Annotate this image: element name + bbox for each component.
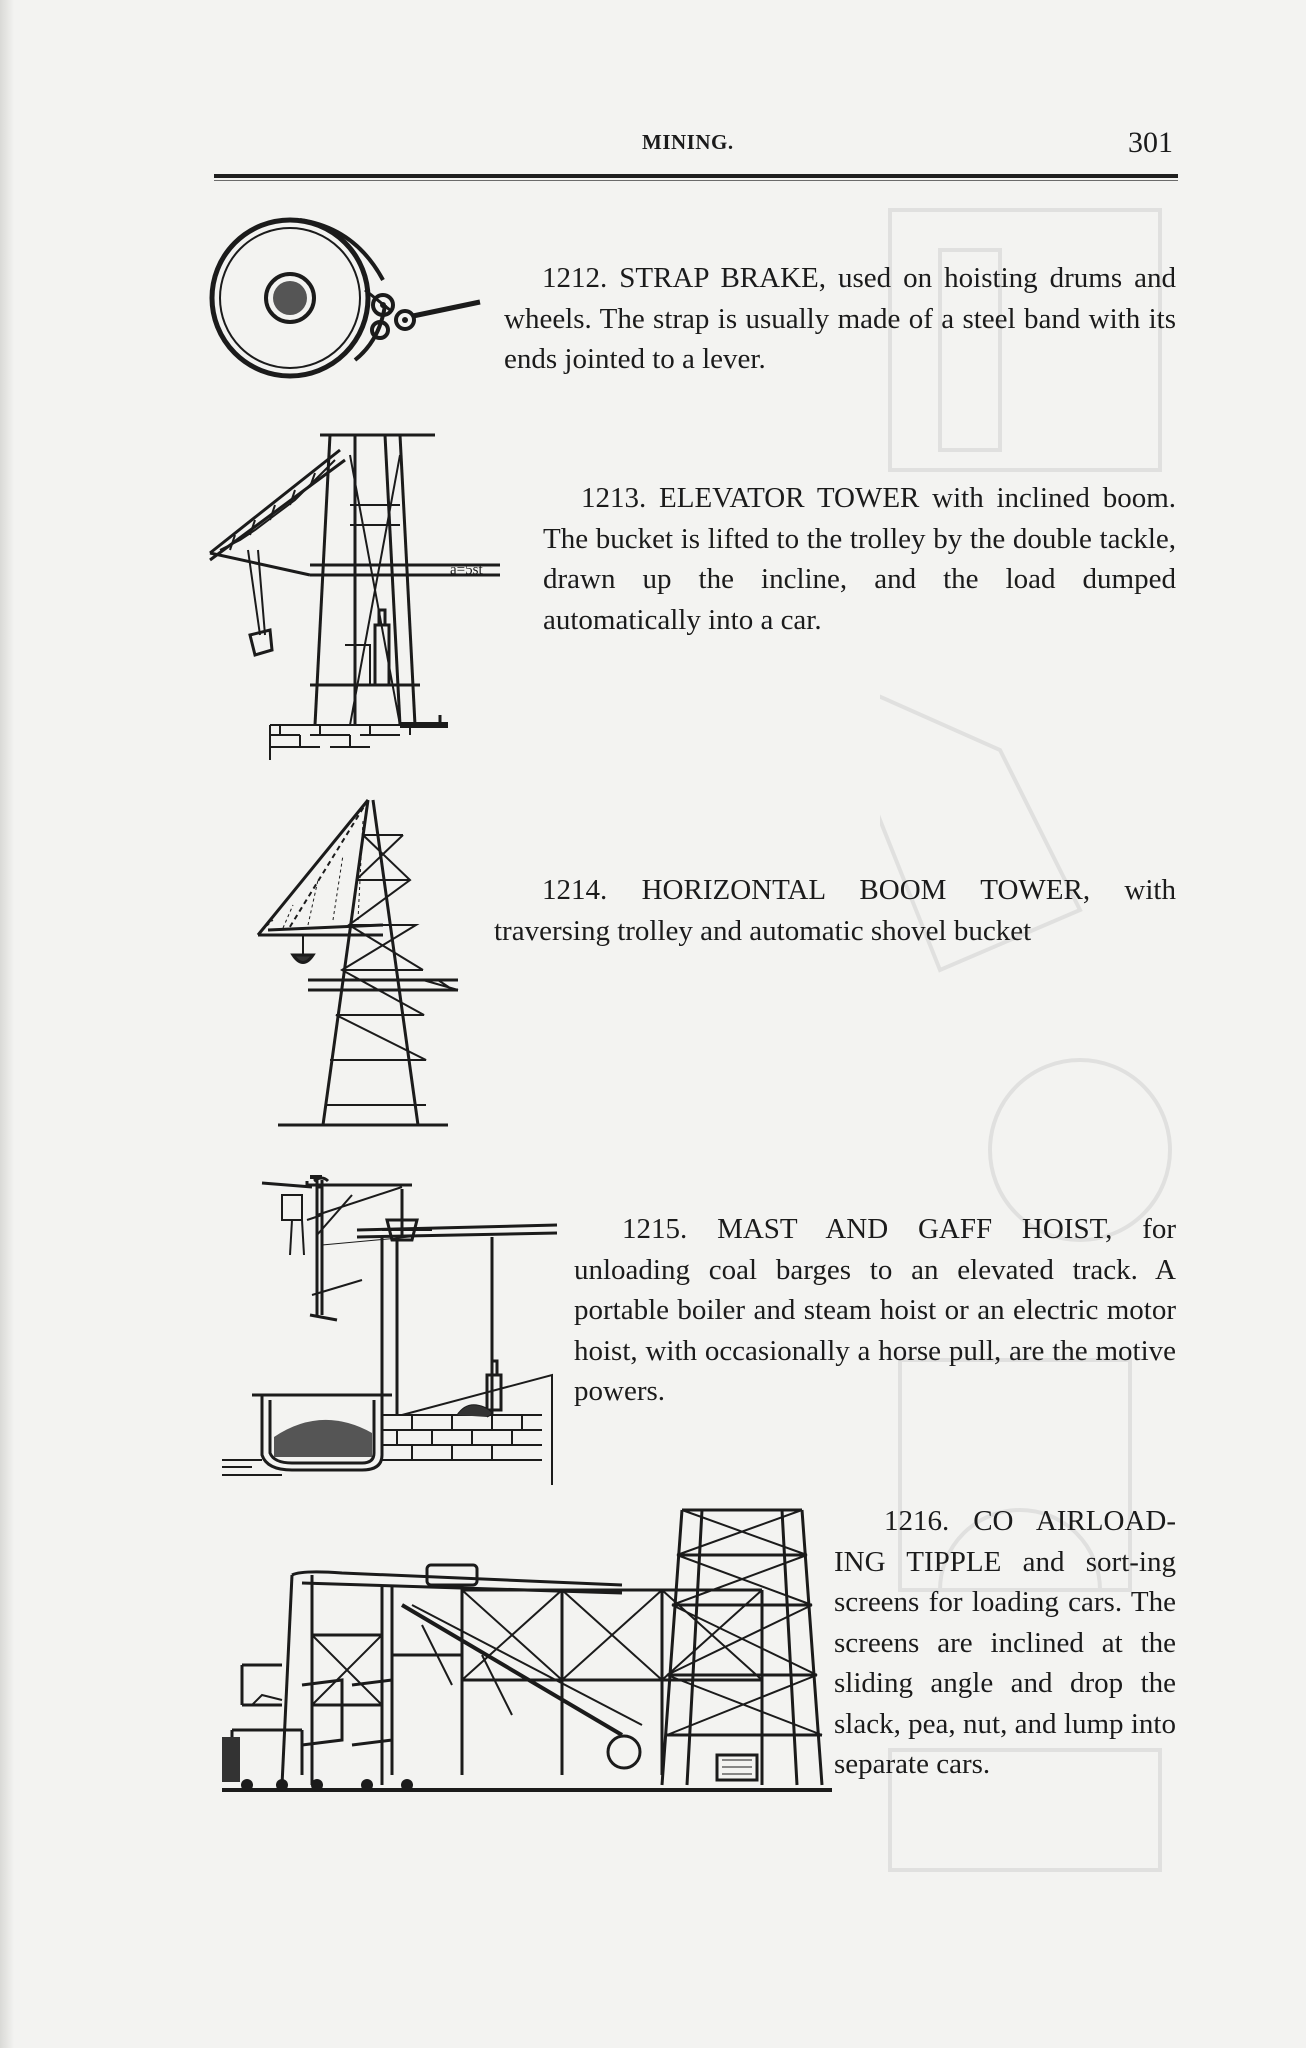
entry-text: CO AIRLOAD-ING TIPPLE and sort-ing screens for loading cars. The screens are inclined at the sliding angle and drop the slack, pea, nut, and lump into separate cars.: [834, 1505, 1176, 1780]
entry-number: 1212.: [542, 262, 608, 294]
horizontal-boom-tower-illustration: [248, 795, 473, 1135]
header-rule-thin: [214, 180, 1178, 181]
entry-1215: [574, 1209, 1176, 1412]
entry-text: MAST AND GAFF HOIST, for unloading coal barges to an elevated track. A portable boiler and steam hoist or an electric motor hoist, with occasionally a horse pull, are the motive powers.: [574, 1213, 1177, 1407]
entry-text: ELEVATOR TOWER with inclined boom. The bucket is lifted to the trolley by the double tackle, drawn up the incline, and the load dumped automatically into a car.: [543, 482, 1177, 636]
entry-number: 1216.: [884, 1505, 950, 1537]
figure-label-a: a=5st: [450, 562, 483, 578]
mast-and-gaff-hoist-illustration: [222, 1175, 562, 1485]
entry-1214: [494, 870, 1176, 951]
entry-number: 1215.: [622, 1213, 688, 1245]
strap-brake-illustration: [205, 210, 515, 410]
entry-1213: [543, 478, 1176, 640]
coal-loading-tipple-illustration: [222, 1505, 832, 1805]
entry-number: 1214.: [542, 874, 608, 906]
entry-text: HORIZONTAL BOOM TOWER, with traversing trolley and automatic shovel bucket: [494, 874, 1176, 947]
page-edge-shadow: [0, 0, 14, 2048]
running-head: MINING.: [642, 130, 734, 154]
page-number: 301: [1128, 126, 1173, 159]
entry-number: 1213.: [581, 482, 647, 514]
entry-1216: [834, 1501, 1176, 1785]
entry-1212: [504, 258, 1176, 380]
header-rule: [214, 174, 1178, 178]
elevator-tower-illustration: [200, 425, 530, 760]
entry-text: STRAP BRAKE, used on hoisting drums and wheels. The strap is usually made of a steel band with its ends jointed to a lever.: [504, 262, 1177, 375]
